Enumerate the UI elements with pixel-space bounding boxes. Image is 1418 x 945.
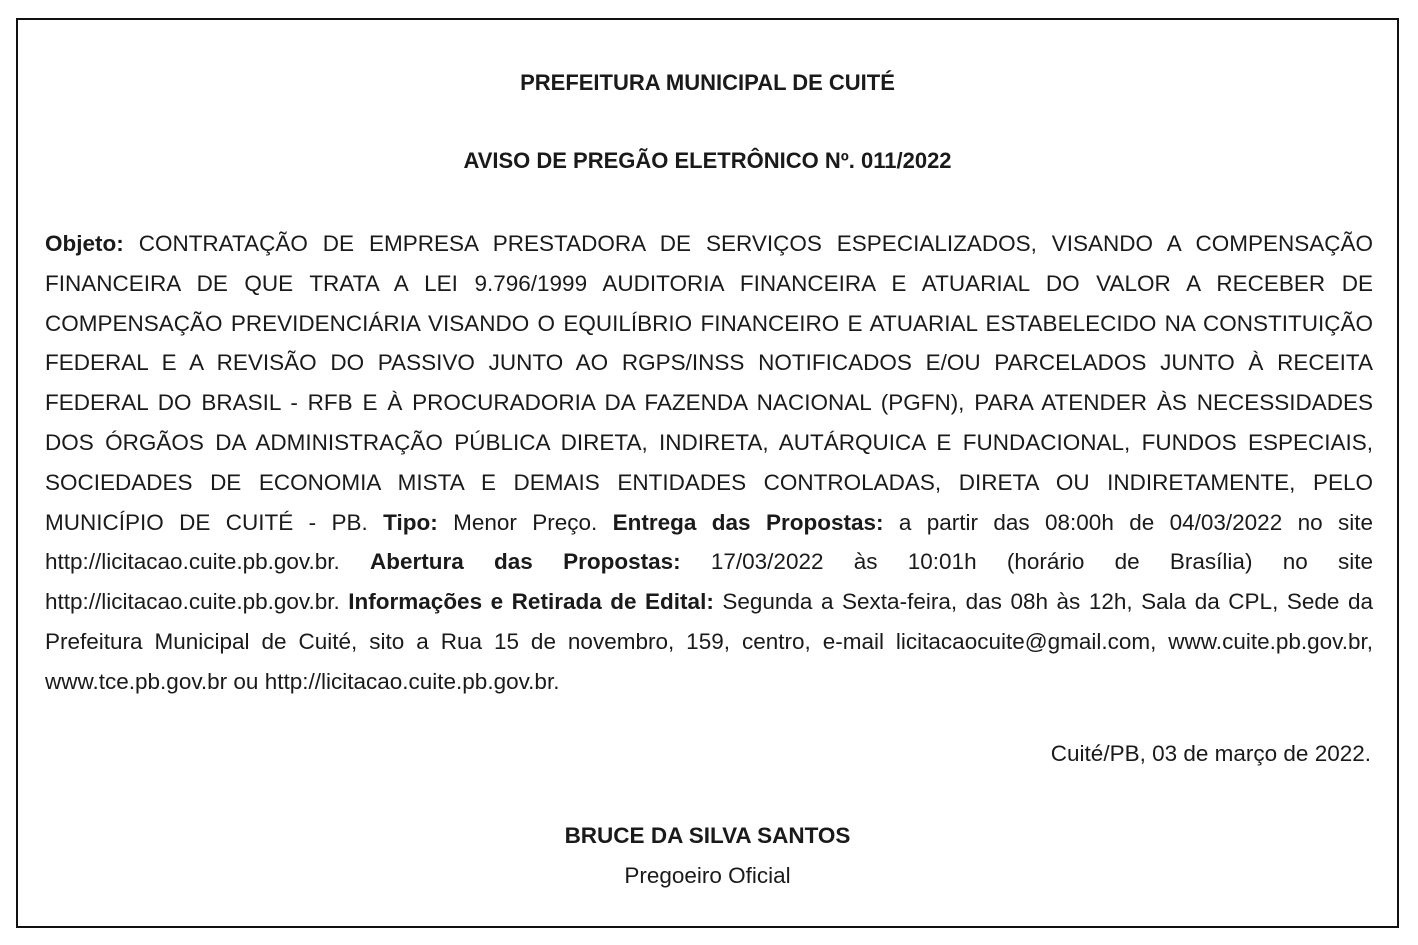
opening-text: 17/03/2022 às 10:01h (horário de Brasília) no site http://licitacao.cuite.pb.gov.br. — [45, 549, 1373, 615]
signer-name: BRUCE DA SILVA SANTOS — [564, 823, 851, 848]
notice-title: AVISO DE PREGÃO ELETRÔNICO Nº. 011/2022 — [463, 148, 952, 173]
type-text: Menor Preço. — [437, 509, 613, 535]
object-label: Objeto: — [45, 231, 124, 256]
organization-heading: PREFEITURA MUNICIPAL DE CUITÉ — [520, 70, 895, 95]
delivery-label: Entrega das Propostas: — [612, 509, 884, 535]
info-text: Segunda a Sexta-feira, das 08h às 12h, Sala da CPL, Sede da Prefeitura Municipal de Cuité, sito a Rua 15 de novembro, 159, centro, e-mail licitacaocuite@gmail.com, www.cuite.pb.gov.br, www.tce.pb.gov.br ou http://licitacao.cuite.pb.gov.br. — [45, 589, 1373, 694]
delivery-text: a partir das 08:00h de 04/03/2022 no site http://licitacao.cuite.pb.gov.br. — [45, 509, 1373, 575]
info-label: Informações e Retirada de Edital: — [348, 589, 714, 615]
notice-frame — [16, 18, 1399, 928]
opening-label: Abertura das Propostas: — [370, 549, 681, 575]
object-text: CONTRATAÇÃO DE EMPRESA PRESTADORA DE SERVIÇOS ESPECIALIZADOS, VISANDO A COMPENSAÇÃO FINANCEIRA DE QUE TRATA A LEI 9.796/1999 AUDITORIA FINANCEIRA E ATUARIAL DO VALOR A RECEBER DE COMPENSAÇÃO PREVIDENCIÁRIA VISANDO O EQUILÍBRIO FINANCEIRO E ATUARIAL ESTABELECIDO NA CONSTITUIÇÃO FEDERAL E A REVISÃO DO PASSIVO JUNTO AO RGPS/INSS NOTIFICADOS E/OU PARCELADOS JUNTO À RECEITA FEDERAL DO BRASIL - RFB E À PROCURADORIA DA FAZENDA NACIONAL (PGFN), PARA ATENDER ÀS NECESSIDADES DOS ÓRGÃOS DA ADMINISTRAÇÃO PÚBLICA DIRETA, INDIRETA, AUTÁRQUICA E FUNDACIONAL, FUNDOS ESPECIAIS, SOCIEDADES DE ECONOMIA MISTA E DEMAIS ENTIDADES CONTROLADAS, DIRETA OU INDIRETAMENTE, PELO MUNICÍPIO DE CUITÉ - PB. — [45, 231, 1373, 535]
notice-body — [45, 224, 1373, 702]
type-label: Tipo: — [383, 509, 438, 535]
place-date: Cuité/PB, 03 de março de 2022. — [1050, 741, 1371, 766]
signer-role: Pregoeiro Oficial — [624, 863, 791, 888]
